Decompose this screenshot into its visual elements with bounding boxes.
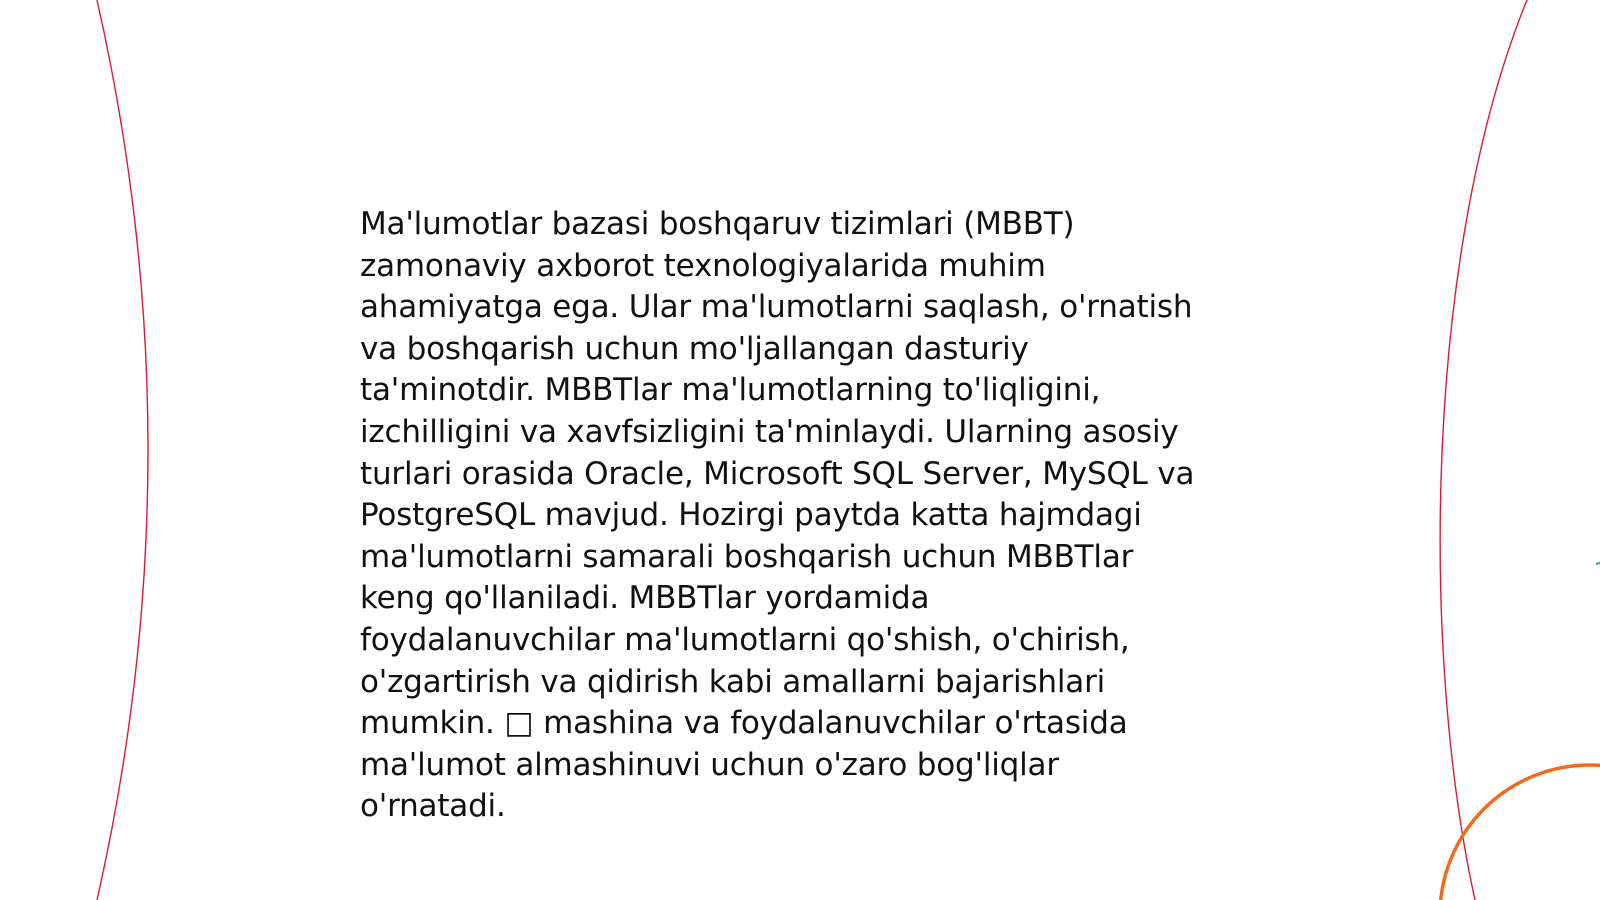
body-paragraph: Ma'lumotlar bazasi boshqaruv tizimlari (MBBT) zamonaviy axborot texnologiyalarida muhim ahamiyatga ega. Ular ma'lumotlarni saqlash, o'rnatish va boshqarish uchun mo'ljallangan dasturiy ta'minotdir. MBBTlar ma'lumotlarning to'liqligini, izchilligini va xavfsizligini ta'minlaydi. Ularning asosiy turlari orasida Oracle, Microsoft SQL Server, MySQL va PostgreSQL mavjud. Hozirgi paytda katta hajmdagi ma'lumotlarni samarali boshqarish uchun MBBTlar keng qo'llaniladi. MBBTlar yordamida foydalanuvchilar ma'lumotlarni qo'shish, o'chirish, o'zgartirish va qidirish kabi amallarni bajarishlari mumkin. □ mashina va foydalanuvchilar o'rtasida ma'lumot almashinuvi uchun o'zaro bog'liqlar o'rnatadi. [360,206,1195,825]
green-accent-mark [1596,563,1600,564]
right-arc-line [1440,0,1527,900]
left-arc-line [97,0,148,900]
orange-accent-circle [1440,765,1600,900]
